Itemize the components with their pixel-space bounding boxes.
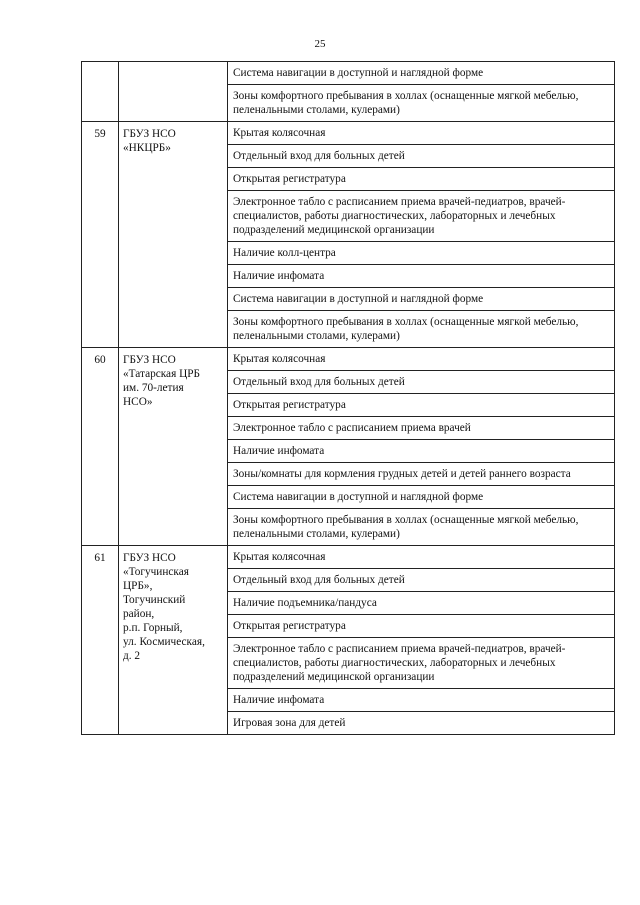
feature-cell <box>228 463 615 486</box>
organization-name-line: «Татарская ЦРБ <box>123 368 201 380</box>
organization-name-line: ГБУЗ НСО <box>123 128 176 140</box>
table-row <box>82 62 615 85</box>
feature-cell <box>228 62 615 85</box>
feature-text: Зоны комфортного пребывания в холлах (оснащенные мягкой мебелью, пеленальными столами, кулерами) <box>233 316 579 342</box>
feature-text: Наличие инфомата <box>233 445 325 457</box>
feature-cell <box>228 638 615 689</box>
feature-text: Крытая колясочная <box>233 551 326 563</box>
feature-cell <box>228 440 615 463</box>
organization-name-line: ул. Космическая, <box>123 636 205 648</box>
feature-cell <box>228 288 615 311</box>
feature-text: Открытая регистратура <box>233 620 346 632</box>
row-number: 60 <box>94 354 106 366</box>
feature-cell <box>228 394 615 417</box>
feature-cell <box>228 265 615 288</box>
feature-cell <box>228 122 615 145</box>
organization-name-line: ЦРБ», <box>123 580 153 592</box>
table-body <box>82 62 615 735</box>
feature-cell <box>228 348 615 371</box>
feature-cell <box>228 311 615 348</box>
row-number-cell <box>82 546 119 735</box>
organization-name-line: д. 2 <box>123 650 141 662</box>
feature-cell <box>228 242 615 265</box>
feature-text: Наличие колл-центра <box>233 247 336 259</box>
organization-name-line: «НКЦРБ» <box>123 142 171 154</box>
feature-text: Отдельный вход для больных детей <box>233 150 405 162</box>
row-number: 59 <box>94 128 106 140</box>
row-number-cell <box>82 348 119 546</box>
facility-features-table <box>81 61 615 735</box>
feature-text: Наличие инфомата <box>233 694 325 706</box>
table-row <box>82 348 615 371</box>
feature-cell <box>228 417 615 440</box>
row-number: 61 <box>94 552 106 564</box>
feature-text: Электронное табло с расписанием приема врачей-педиатров, врачей-специалистов, работы диагностических, лабораторных и лечебных подразделений медицинской организации <box>233 643 566 683</box>
feature-text: Отдельный вход для больных детей <box>233 376 405 388</box>
organization-name-line: им. 70-летия <box>123 382 184 394</box>
feature-text: Крытая колясочная <box>233 127 326 139</box>
feature-cell <box>228 486 615 509</box>
organization-name-line: ГБУЗ НСО <box>123 354 176 366</box>
feature-cell <box>228 569 615 592</box>
organization-name-line: ГБУЗ НСО <box>123 552 176 564</box>
feature-text: Зоны комфортного пребывания в холлах (оснащенные мягкой мебелью, пеленальными столами, кулерами) <box>233 514 579 540</box>
feature-cell <box>228 712 615 735</box>
row-number-cell <box>82 62 119 122</box>
organization-cell <box>119 348 228 546</box>
feature-cell <box>228 145 615 168</box>
feature-cell <box>228 615 615 638</box>
feature-text: Наличие подъемника/пандуса <box>233 597 377 609</box>
organization-cell <box>119 546 228 735</box>
feature-text: Открытая регистратура <box>233 399 346 411</box>
feature-cell <box>228 509 615 546</box>
feature-text: Электронное табло с расписанием приема врачей-педиатров, врачей-специалистов, работы диагностических, лабораторных и лечебных подразделений медицинской организации <box>233 196 566 236</box>
feature-cell <box>228 689 615 712</box>
organization-name-line: Тогучинский <box>123 594 186 606</box>
organization-name-line: «Тогучинская <box>123 566 189 578</box>
organization-name-line: район, <box>123 608 155 620</box>
feature-cell <box>228 592 615 615</box>
feature-text: Игровая зона для детей <box>233 717 346 729</box>
feature-text: Наличие инфомата <box>233 270 325 282</box>
feature-text: Система навигации в доступной и наглядной форме <box>233 491 484 503</box>
feature-cell <box>228 168 615 191</box>
feature-cell <box>228 85 615 122</box>
feature-text: Электронное табло с расписанием приема врачей <box>233 422 471 434</box>
feature-text: Система навигации в доступной и наглядной форме <box>233 293 484 305</box>
feature-text: Система навигации в доступной и наглядной форме <box>233 67 484 79</box>
feature-text: Отдельный вход для больных детей <box>233 574 405 586</box>
feature-cell <box>228 191 615 242</box>
row-number-cell <box>82 122 119 348</box>
table-row <box>82 546 615 569</box>
organization-name-line: НСО» <box>123 396 153 408</box>
feature-text: Крытая колясочная <box>233 353 326 365</box>
feature-text: Зоны комфортного пребывания в холлах (оснащенные мягкой мебелью, пеленальными столами, кулерами) <box>233 90 579 116</box>
feature-cell <box>228 371 615 394</box>
table-row <box>82 122 615 145</box>
feature-text: Открытая регистратура <box>233 173 346 185</box>
feature-text: Зоны/комнаты для кормления грудных детей и детей раннего возраста <box>233 468 571 480</box>
feature-cell <box>228 546 615 569</box>
organization-cell <box>119 122 228 348</box>
page-number: 25 <box>314 38 326 50</box>
organization-cell <box>119 62 228 122</box>
organization-name-line: р.п. Горный, <box>123 622 183 634</box>
